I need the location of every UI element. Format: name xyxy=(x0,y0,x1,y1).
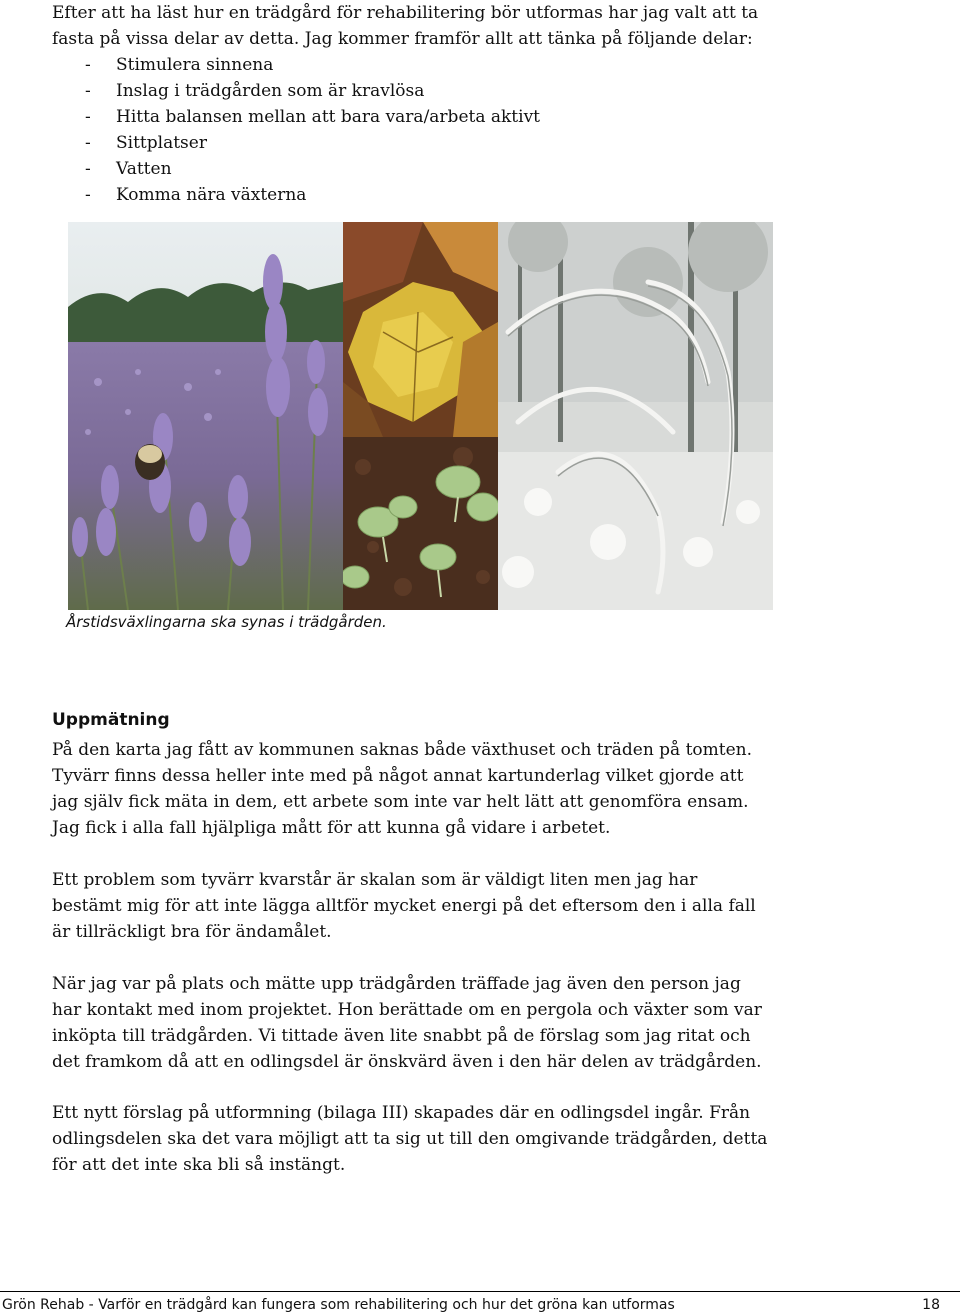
winter-forest-image xyxy=(498,222,773,610)
section-heading: Uppmätning xyxy=(52,710,170,730)
autumn-leaves-image xyxy=(343,222,498,437)
list-item xyxy=(52,182,772,208)
winter-forest-photo xyxy=(498,222,773,610)
list-item xyxy=(52,130,772,156)
intro-block xyxy=(52,0,772,208)
list-item-text: Inslag i trädgården som är kravlösa xyxy=(116,81,425,101)
list-item-text: Sittplatser xyxy=(116,133,207,153)
paragraph-2: Ett problem som tyvärr kvarstår är skalan som är väldigt liten men jag har bestämt mig för att inte lägga alltför mycket energi på det eftersom den i alla fall är tillräckligt bra för ändamålet. xyxy=(52,870,756,942)
list-dash: - xyxy=(85,107,91,127)
seedlings-photo xyxy=(343,437,498,610)
seasons-photo-collage xyxy=(68,222,773,610)
paragraph-4: Ett nytt förslag på utformning (bilaga III) skapades där en odlingsdel ingår. Från odlingsdelen ska det vara möjligt att ta sig ut till den omgivande trädgården, detta för att det inte ska bli så instängt. xyxy=(52,1103,768,1175)
list-dash: - xyxy=(85,159,91,179)
list-item xyxy=(52,52,772,78)
list-dash: - xyxy=(85,185,91,205)
list-item xyxy=(52,104,772,130)
list-item-text: Komma nära växterna xyxy=(116,185,307,205)
paragraph-3: När jag var på plats och mätte upp trädgården träffade jag även den person jag har kontakt med inom projektet. Hon berättade om en pergola och växter som var inköpta till trädgården. Vi tittade även lite snabbt på de förslag som jag ritat och det framkom då att en odlingsdel är önskvärd även i den här delen av trädgården. xyxy=(52,974,762,1072)
list-dash: - xyxy=(85,55,91,75)
list-item-text: Hitta balansen mellan att bara vara/arbeta aktivt xyxy=(116,107,541,127)
footer-text: Grön Rehab - Varför en trädgård kan fungera som rehabilitering och hur det gröna kan utformas xyxy=(2,1297,675,1313)
lavender-image xyxy=(68,222,343,610)
autumn-leaves-photo xyxy=(343,222,498,437)
page-number: 18 xyxy=(922,1297,940,1313)
list-item-text: Vatten xyxy=(116,159,172,179)
list-item xyxy=(52,156,772,182)
list-dash: - xyxy=(85,81,91,101)
figure-caption: Årstidsväxlingarna ska synas i trädgården. xyxy=(66,613,387,631)
list-item xyxy=(52,78,772,104)
list-dash: - xyxy=(85,133,91,153)
list-item-text: Stimulera sinnena xyxy=(116,55,274,75)
paragraph-1: På den karta jag fått av kommunen saknas både växthuset och träden på tomten. Tyvärr finns dessa heller inte med på något annat kartunderlag vilket gjorde att jag själv fick mäta in dem, ett arbete som inte var helt lätt att genomföra ensam. Jag fick i alla fall hjälpliga mått för att kunna gå vidare i arbetet. xyxy=(52,740,753,838)
seedlings-image xyxy=(343,437,498,610)
focus-list xyxy=(52,52,772,208)
lavender-photo xyxy=(68,222,343,610)
intro-lead: Efter att ha läst hur en trädgård för rehabilitering bör utformas har jag valt att ta fasta på vissa delar av detta. Jag kommer framför allt att tänka på följande delar: xyxy=(52,3,759,49)
page-footer xyxy=(2,1296,942,1314)
footer-divider xyxy=(0,1291,960,1292)
